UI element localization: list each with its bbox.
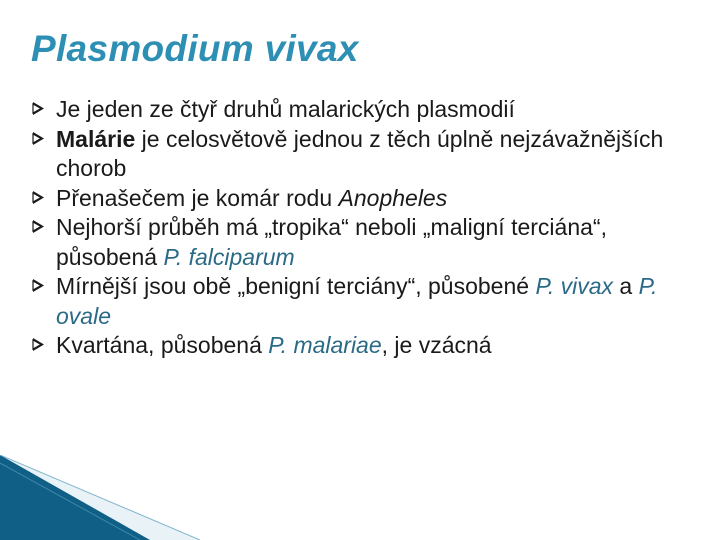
bullet-text: Je jeden ze čtyř druhů malarických plasmodií (56, 96, 515, 122)
bullet-text-connector: a (613, 273, 639, 299)
bullet-item (31, 213, 691, 272)
bullet-text: Přenašečem je komár rodu (56, 184, 339, 211)
corner-decoration (0, 455, 200, 540)
arrow-bullet-icon (31, 184, 56, 205)
bullet-item (31, 125, 691, 184)
arrow-bullet-icon (31, 272, 56, 293)
bullet-text-tail: , je vzácná (381, 332, 492, 358)
slide-title: Plasmodium vivax (31, 28, 359, 69)
bullet-bold-term: Malárie (56, 125, 136, 152)
species-name: P. ovale (56, 273, 658, 329)
arrow-bullet-icon (31, 125, 56, 146)
species-name: P. falciparum (163, 243, 295, 270)
arrow-bullet-icon (31, 331, 56, 352)
species-name: P. malariae (268, 332, 382, 358)
bullet-item (31, 331, 691, 361)
bullet-text: Nejhorší průběh má „tropika“ neboli „maligní terciána“, působená (56, 214, 607, 270)
arrow-bullet-icon (31, 95, 56, 116)
bullet-text: Mírnější jsou obě „benigní terciány“, působené (56, 273, 536, 299)
species-name: P. vivax (535, 273, 614, 299)
bullet-item (31, 272, 691, 331)
genus-name: Anopheles (338, 184, 448, 211)
bullet-text: je celosvětově jednou z těch úplně nejzávažnějších chorob (56, 125, 664, 181)
bullet-item (31, 95, 691, 125)
arrow-bullet-icon (31, 213, 56, 234)
bullet-text: Kvartána, působená (56, 332, 269, 358)
bullet-list (31, 95, 691, 361)
bullet-item (31, 184, 691, 214)
